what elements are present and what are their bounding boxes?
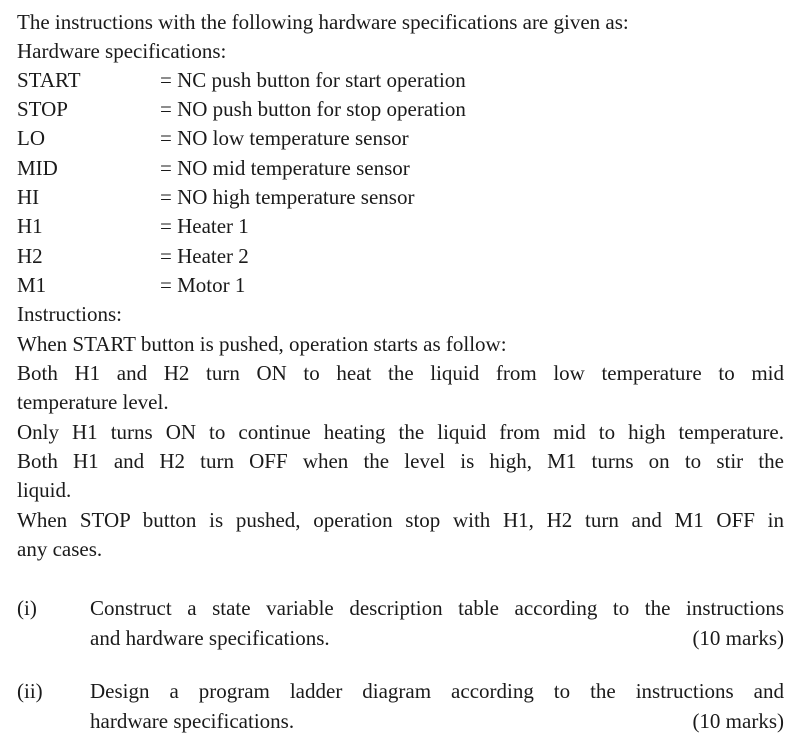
spec-name: START [17,68,81,92]
instruction-line: Both H1 and H2 turn OFF when the level is high, M1 turns on to stir the [17,449,784,473]
instruction-line: liquid. [17,478,72,502]
spec-name: H2 [17,244,43,268]
question-line: Design a program ladder diagram according to the instructions and [90,679,784,703]
spec-desc: = NO push button for stop operation [160,97,466,121]
instruction-line: When STOP button is pushed, operation stop with H1, H2 turn and M1 OFF in [17,508,784,532]
spec-name: M1 [17,273,47,297]
question-line [90,707,784,737]
spec-desc: = NO low temperature sensor [160,126,409,150]
instruction-line: temperature level. [17,390,169,414]
instruction-line: any cases. [17,537,103,561]
question-line-text: and hardware specifications. [90,625,330,650]
question-number: (ii) [17,679,43,703]
intro-text: The instructions with the following hardware specifications are given as: [17,10,629,34]
instruction-line: Both H1 and H2 turn ON to heat the liquid from low temperature to mid [17,361,784,385]
question-number: (i) [17,596,37,620]
spec-name: H1 [17,214,43,238]
spec-desc: = NO high temperature sensor [160,185,415,209]
hardware-heading: Hardware specifications: [17,39,227,63]
question-marks: (10 marks) [692,625,784,650]
question-line [90,624,784,654]
question-line: Construct a state variable description table according to the instructions [90,596,784,620]
spec-name: HI [17,185,40,209]
instruction-line: Only H1 turns ON to continue heating the liquid from mid to high temperature. [17,420,784,444]
spec-desc: = Heater 1 [160,214,249,238]
spec-desc: = NC push button for start operation [160,68,466,92]
spec-name: STOP [17,97,68,121]
question-text [90,594,784,653]
question-text [90,677,784,736]
spec-name: MID [17,156,58,180]
spec-desc: = NO mid temperature sensor [160,156,410,180]
instruction-line: When START button is pushed, operation starts as follow: [17,332,507,356]
spec-desc: = Motor 1 [160,273,246,297]
instructions-heading: Instructions: [17,302,122,326]
spec-name: LO [17,126,45,150]
question-marks: (10 marks) [692,708,784,733]
spec-desc: = Heater 2 [160,244,249,268]
question-line-text: hardware specifications. [90,708,295,733]
